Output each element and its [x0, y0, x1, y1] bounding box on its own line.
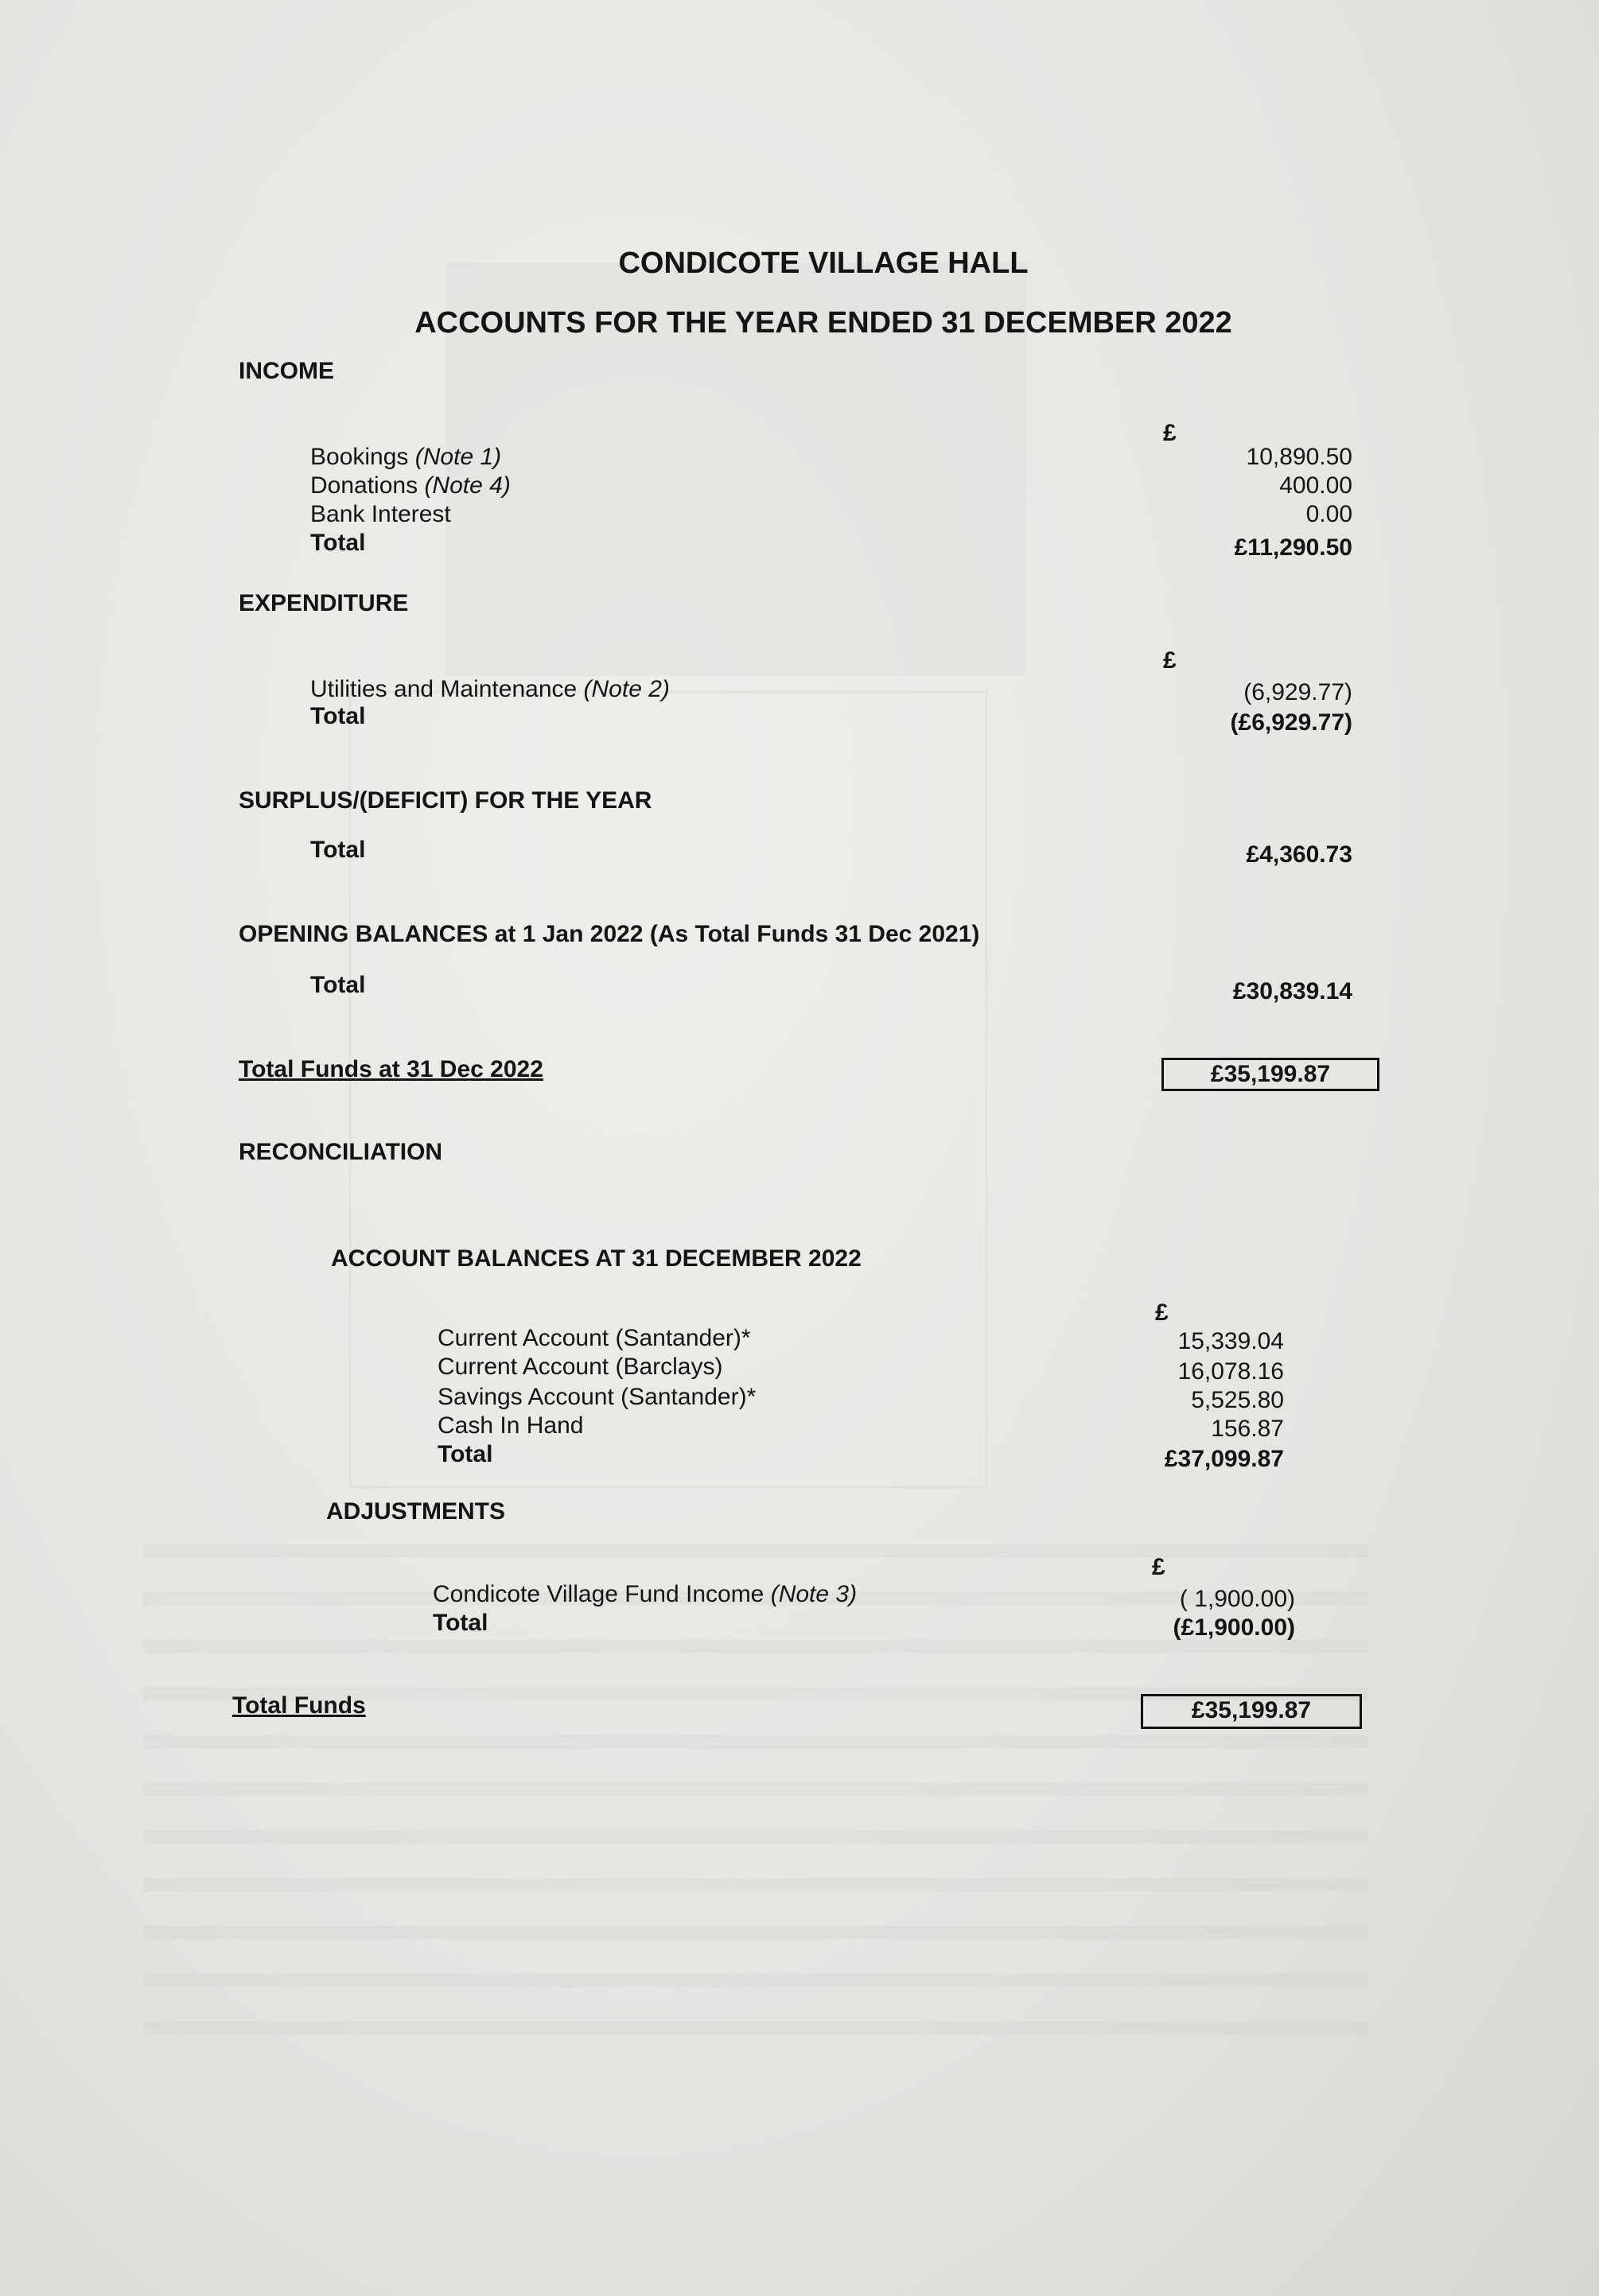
- adjustments-currency-symbol: £: [1152, 1554, 1165, 1580]
- balance-item-label: Savings Account (Santander)*: [438, 1384, 757, 1410]
- opening-total-value: £30,839.14: [1232, 978, 1352, 1004]
- adjustments-total-label: Total: [433, 1610, 488, 1636]
- adjustment-item-label: Condicote Village Fund Income: [433, 1581, 764, 1607]
- expenditure-item-value: (6,929.77): [1243, 679, 1352, 705]
- balance-item-value: 15,339.04: [1177, 1328, 1284, 1354]
- expenditure-total-value: (£6,929.77): [1230, 709, 1352, 736]
- adjustments-heading: ADJUSTMENTS: [326, 1498, 506, 1525]
- opening-total-label: Total: [310, 972, 366, 998]
- income-item-value: 10,890.50: [1246, 444, 1352, 470]
- balance-item-label: Current Account (Barclays): [438, 1354, 723, 1380]
- income-total-label: Total: [310, 530, 366, 556]
- expenditure-item-utilities: [310, 676, 670, 703]
- adjustment-item-note: (Note 3): [770, 1581, 858, 1607]
- income-item-note: (Note 4): [424, 472, 511, 499]
- expenditure-item-label: Utilities and Maintenance: [310, 676, 578, 702]
- surplus-heading: SURPLUS/(DEFICIT) FOR THE YEAR: [239, 787, 652, 814]
- balance-item-label: Current Account (Santander)*: [438, 1325, 751, 1351]
- income-item-note: (Note 1): [414, 444, 502, 470]
- adjustment-item-village-fund: [433, 1581, 857, 1608]
- income-item-label: Donations: [310, 472, 418, 499]
- document-title: CONDICOTE VILLAGE HALL: [618, 247, 1029, 280]
- expenditure-heading: EXPENDITURE: [239, 590, 409, 616]
- expenditure-item-note: (Note 2): [583, 676, 670, 702]
- income-item-donations: [310, 472, 511, 499]
- document-subtitle: ACCOUNTS FOR THE YEAR ENDED 31 DECEMBER 2022: [414, 306, 1232, 340]
- surplus-total-label: Total: [310, 837, 366, 863]
- income-total-value: £11,290.50: [1234, 534, 1352, 561]
- adjustments-total-value: (£1,900.00): [1173, 1614, 1295, 1641]
- balances-total-label: Total: [438, 1441, 493, 1467]
- surplus-total-value: £4,360.73: [1246, 841, 1352, 868]
- adjustment-item-value: ( 1,900.00): [1179, 1586, 1295, 1612]
- total-funds-label: Total Funds: [232, 1692, 366, 1719]
- total-funds-2022-value-box: £35,199.87: [1161, 1058, 1379, 1091]
- income-item-label: Bookings: [310, 444, 409, 470]
- expenditure-total-label: Total: [310, 703, 366, 729]
- balance-item-value: 5,525.80: [1191, 1387, 1284, 1413]
- balance-item-value: 156.87: [1211, 1416, 1284, 1442]
- income-item-label: Bank Interest: [310, 501, 451, 527]
- account-balances-heading: ACCOUNT BALANCES AT 31 DECEMBER 2022: [331, 1245, 862, 1272]
- income-heading: INCOME: [239, 358, 334, 384]
- balances-currency-symbol: £: [1155, 1300, 1169, 1326]
- balances-total-value: £37,099.87: [1164, 1446, 1284, 1472]
- income-item-value: 0.00: [1305, 501, 1352, 527]
- income-item-bank-interest: [310, 501, 451, 528]
- income-currency-symbol: £: [1163, 420, 1177, 446]
- balance-item-value: 16,078.16: [1177, 1358, 1284, 1385]
- income-item-bookings: [310, 444, 501, 471]
- opening-balances-heading: OPENING BALANCES at 1 Jan 2022 (As Total Funds 31 Dec 2021): [239, 921, 980, 947]
- expenditure-currency-symbol: £: [1163, 647, 1177, 674]
- balance-item-label: Cash In Hand: [438, 1412, 584, 1439]
- total-funds-2022-label: Total Funds at 31 Dec 2022: [239, 1056, 543, 1082]
- reconciliation-heading: RECONCILIATION: [239, 1139, 443, 1165]
- total-funds-value-box: £35,199.87: [1141, 1694, 1362, 1729]
- income-item-value: 400.00: [1279, 472, 1352, 499]
